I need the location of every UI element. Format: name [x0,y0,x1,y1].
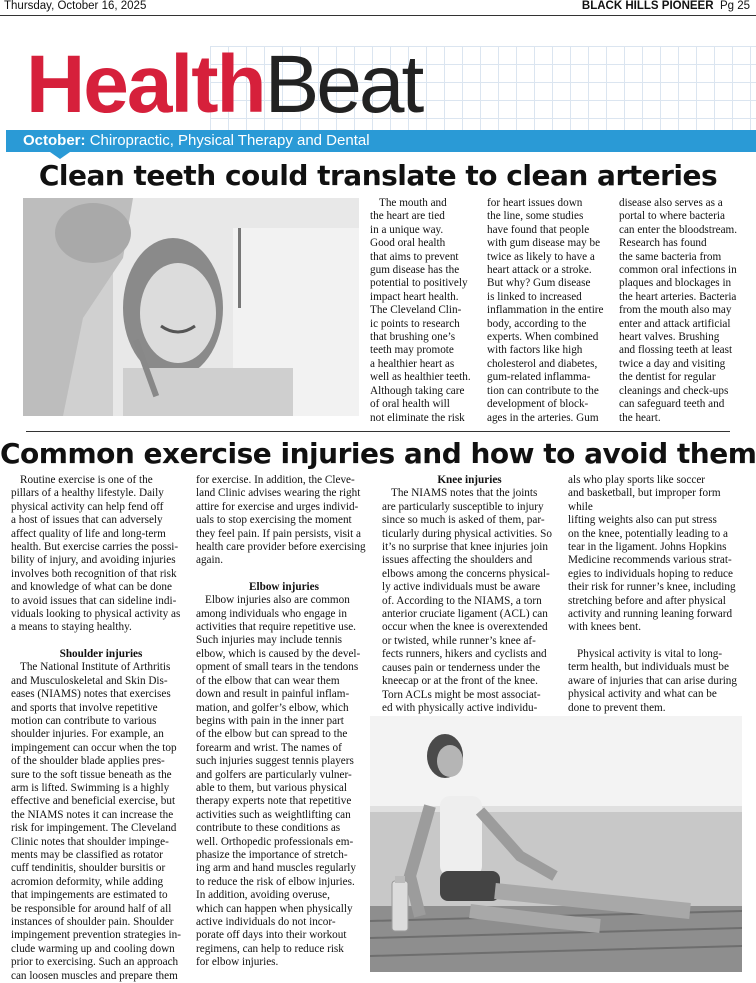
text-line: and knowledge of what can be done [11,581,172,594]
elbow-injuries-text [196,594,372,969]
text-line: The mouth and [379,197,447,209]
text-line: the line, some studies [487,210,584,223]
text-line: physical activity and what can be [568,688,717,701]
text-line: But why? Gum disease [487,277,591,290]
article1-column1-text [370,197,482,425]
text-line: activities such as weightlifting can [196,808,351,821]
text-line: a host of issues that can adversely [11,514,163,527]
text-line: from the mouth also may [619,304,732,317]
article1-column2 [487,197,607,425]
text-line: plaques and blockages in [619,277,732,290]
text-line: contribute to these conditions as [196,822,341,835]
text-line: a means to staying healthy. [11,621,132,634]
text-line: heart attack or a stroke. [487,264,592,277]
text-line: impingement can occur when the top [11,741,177,754]
text-line: phasize the importance of stretch- [196,848,348,861]
text-line: among individuals who engage in [196,607,348,620]
text-line: can loosen muscles and prepare them [11,969,178,982]
logo-health: Health [26,39,265,130]
text-line: issues affecting the shoulders and [382,554,533,567]
text-line: term health, but individuals must be [568,661,729,674]
text-line: The Cleveland Clin- [370,304,462,317]
text-line: in a unique way. [370,223,444,236]
text-line: that aims to prevent [370,250,459,263]
text-line: heart valves. Brushing [619,331,720,344]
text-line: can safeguard teeth and [619,398,725,411]
text-line: on the knee, potentially leading to a [568,527,728,540]
text-line: viduals looking to physical activity as [11,608,181,621]
text-line: since so much is asked of them, par- [382,514,545,527]
article2-column2-top-text [196,474,372,568]
text-line: elbows among the concerns physical- [382,567,550,580]
text-line: that impingements are estimated to [11,889,168,902]
text-line: twice as likely to have a [487,250,595,263]
text-line: attire for exercise and urges individ- [196,500,359,513]
text-line: such injuries suggest tennis players [196,755,354,768]
article1-column3 [619,197,749,425]
text-line: Research has found [619,237,707,250]
text-line: ic points to research [370,317,460,330]
text-line: of the elbow that can wear them [196,674,340,687]
text-line: opment of small tears in the tendons [196,661,359,674]
elbow-injuries-heading: Elbow injuries [249,580,319,593]
text-line: als who play sports like soccer [568,474,706,486]
text-line: stretching before and after physical [568,594,726,607]
text-line: the heart are tied [370,210,445,223]
text-line: a healthier heart as [370,357,455,370]
text-line: development of block- [487,398,589,411]
text-line: their risk for runner’s knee, including [568,581,736,594]
text-line: Although taking care [370,384,465,397]
article2-column1 [11,474,191,983]
text-line: acromion deformity, while adding [11,875,164,888]
text-line: impingement prevention strategies in- [11,929,181,942]
text-line: lifting weights also can put stress [568,514,717,527]
article2-conclusion-text [568,648,748,715]
text-line: health. But exercise carries the possi- [11,541,179,554]
text-line: not eliminate the risk [370,411,465,424]
article1-column2-text [487,197,607,425]
text-line: involves both recognition of that risk [11,567,177,580]
banner-month: October: [23,132,86,149]
text-line: with gum disease may be [487,237,601,250]
text-line: The National Institute of Arthritis [20,661,171,674]
text-line: effective and beneficial exercise, but [11,795,176,808]
text-line: well. Orthopedic professionals em- [196,835,354,848]
text-line: have found that people [487,223,590,236]
shoulder-injuries-heading: Shoulder injuries [59,647,143,660]
article2-column2 [196,474,372,970]
text-line: kneecap or at the front of the knee. [382,675,538,688]
text-line: ages in the arteries. Gum [487,411,599,424]
text-line: to avoid issues that can sideline indi- [11,594,177,607]
text-line: ly active individuals must be aware [382,581,541,594]
text-line: the dentist for regular [619,371,716,384]
text-line: with knees bent. [568,621,642,634]
text-line: causes pain or tenderness under the [382,661,541,674]
text-line: Torn ACLs might be most associat- [382,688,541,701]
text-line: it’s no surprise that knee injuries join [382,541,548,554]
text-line: impact heart health. [370,290,459,303]
paper-name-and-page [582,0,750,12]
issue-date: Thursday, October 16, 2025 [4,0,147,12]
text-line: body, according to the [487,317,587,330]
text-line: and flossing teeth at least [619,344,733,357]
text-line: able to them, but various physical [196,781,347,794]
text-line: motion can contribute to various [11,714,157,727]
text-line: down and result in painful inflam- [196,688,350,701]
text-line: tear in the ligament. Johns Hopkins [568,541,727,554]
text-line: gum-related inflamma- [487,371,591,384]
text-line: that brushing one’s [370,331,456,344]
text-line: tion can contribute to the [487,384,599,397]
knee-injuries-continued-text [568,474,748,635]
text-line: teeth may promote [370,344,454,357]
text-line: potential to positively [370,277,468,290]
text-line: enter and attack artificial [619,317,731,330]
text-line: they feel pain. If pain persists, visit a [196,527,361,540]
article2-column3 [382,474,557,715]
text-line: of. According to the NIAMS, a torn [382,594,542,607]
text-line: active individuals do not incor- [196,916,336,928]
text-line: pillars of a healthy lifestyle. Daily [11,487,164,500]
text-line: Good oral health [370,237,446,250]
text-line: the heart arteries. Bacteria [619,290,737,303]
text-line: Medicine recommends various strat- [568,554,732,567]
text-line: aware of injuries that can arise during [568,674,737,687]
text-line: common oral infections in [619,264,737,277]
text-line: twice a day and visiting [619,357,726,370]
text-line: regimens, can help to reduce risk [196,942,344,955]
text-line: Routine exercise is one of the [20,474,153,486]
text-line: anterior cruciate ligament (ACL) can [382,608,548,621]
text-line: mation, and golfer’s elbow, which [196,701,349,714]
paper-name: BLACK HILLS PIONEER [581,0,714,12]
text-line: Elbow injuries also are common [205,594,350,607]
text-line: gum disease has the [370,264,460,277]
text-line: the heart. [619,411,661,424]
text-line: arm is lifted. Swimming is a highly [11,781,170,794]
topic-banner [6,130,756,152]
knee-injuries-heading: Knee injuries [437,474,502,486]
text-line: health care provider before exercising [196,541,366,554]
text-line: risk for impingement. The Cleveland [11,822,177,835]
dental-patient-photo [23,198,359,416]
text-line: cuff tendinitis, shoulder bursitis or [11,862,166,875]
text-line: begins with pain in the inner part [196,714,344,727]
article1-headline: Clean teeth could translate to clean arteries [38,159,718,192]
text-line: Clinic notes that shoulder impinge- [11,835,169,848]
text-line: forearm and wrist. The names of [196,741,342,754]
text-line: sure to the soft tissue beneath as the [11,768,172,781]
article1-column3-text [619,197,749,425]
logo-beat: Beat [264,39,422,130]
text-line: cholesterol and diabetes, [487,357,598,370]
text-line: eases (NIAMS) notes that exercises [11,688,171,701]
text-line: porate off days into their workout [196,929,347,942]
text-line: with factors like high [487,344,583,357]
text-line: and basketball, but improper form while [568,487,721,513]
text-line: activity and running leaning forward [568,608,733,621]
text-line: or twisted, while runner’s knee af- [382,634,536,647]
text-line: Physical activity is vital to long- [577,647,723,660]
text-line: and Musculoskeletal and Skin Dis- [11,674,168,687]
text-line: elbow, which is caused by the devel- [196,647,361,660]
text-line: Such injuries may include tennis [196,634,343,647]
text-line: shoulder injuries. For example, an [11,728,164,741]
text-line: prior to exercising. Such an approach [11,956,179,969]
text-line: cleanings and check-ups [619,384,729,397]
text-line: activities that require repetitive use. [196,621,356,634]
text-line: In addition, avoiding overuse, [196,889,330,902]
text-line: for exercise. In addition, the Cleve- [196,474,355,486]
article-divider [26,431,730,432]
text-line: the NIAMS notes it can increase the [11,808,174,821]
text-line: ed with physically active individu- [382,701,538,714]
text-line: occur when the knee is overextended [382,621,548,634]
text-line: instances of shoulder pain. Shoulder [11,916,174,928]
article2-intro-text [11,474,191,635]
text-line: physical activity can help fend off [11,500,164,513]
text-line: be responsible for around half of all [11,902,172,915]
woman-stretching-photo [370,716,742,972]
text-line: experts. When combined [487,331,599,344]
text-line: portal to where bacteria [619,210,725,223]
text-line: ments may be classified as rotator [11,848,163,861]
text-line: for elbow injuries. [196,956,279,969]
text-line: of oral health will [370,398,450,411]
article1-column1 [370,197,482,425]
text-line: again. [196,554,224,567]
text-line: ticularly during physical activities. So [382,527,552,540]
text-line: of the elbow but can spread to the [196,728,348,741]
text-line: bility of injury, and avoiding injuries [11,554,176,567]
text-line: which can happen when physically [196,902,353,915]
text-line: The NIAMS notes that the joints [391,487,538,500]
text-line: fects runners, hikers and cyclists and [382,648,547,661]
article2-column4 [568,474,748,715]
article2-headline: Common exercise injuries and how to avoid them [0,437,756,470]
page-number: Pg 25 [719,0,750,12]
text-line: and golfers are particularly vulner- [196,768,352,781]
text-line: egies to individuals hoping to reduce [568,567,733,580]
knee-injuries-text [382,487,557,715]
text-line: affect quality of life and long-term [11,527,166,540]
text-line: ing arm and hand muscles regularly [196,862,356,875]
text-line: disease also serves as a [619,197,723,209]
text-line: is linked to increased [487,290,582,303]
text-line: uals to stop exercising the moment [196,514,352,527]
text-line: the same bacteria from [619,250,722,263]
banner-topics: Chiropractic, Physical Therapy and Dental [89,132,370,149]
text-line: for heart issues down [487,197,583,209]
text-line: can enter the bloodstream. [619,223,738,236]
text-line: inflammation in the entire [487,304,604,317]
text-line: to reduce the risk of elbow injuries. [196,875,355,888]
text-line: done to prevent them. [568,701,666,714]
shoulder-injuries-text [11,661,191,983]
text-line: land Clinic advises wearing the right [196,487,361,500]
text-line: are particularly susceptible to injury [382,500,544,513]
text-line: therapy experts note that repetitive [196,795,352,808]
healthbeat-logo [26,39,422,130]
text-line: of the shoulder blade applies pres- [11,755,165,768]
text-line: well as healthier teeth. [370,371,471,384]
text-line: clude warming up and cooling down [11,942,175,955]
text-line: and sports that involve repetitive [11,701,158,714]
